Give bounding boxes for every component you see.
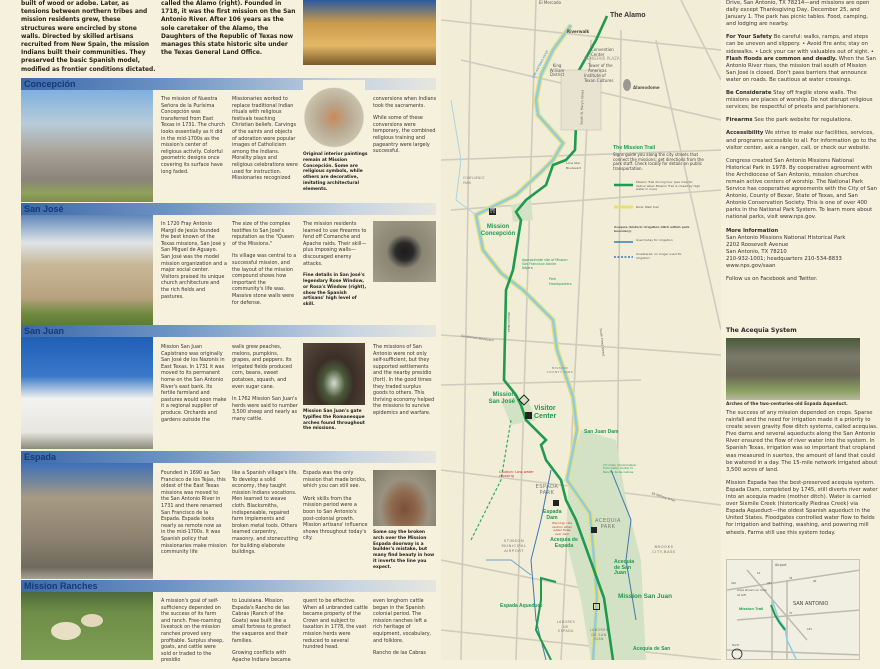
acequia-unwatered [471, 420, 511, 540]
label-confluence: CONFLUENCE PARK [463, 176, 485, 185]
label-san-antonio: SAN ANTONIO [793, 601, 829, 607]
concepcion-photo [21, 90, 153, 202]
paragraph: Its village was central to a successful mission, and the layout of the mission compound shows how important the community's life was. Massive stone walls were for defense. [232, 253, 297, 306]
paragraph: Mission Espada has the best-preserved acequia system. Espada Dam, completed by 1745, still diverts river water into an acequia madre (mother ditch). Water is carried over Sixmile Creek (historically Piedras Creek) via Espada Aqueduct—the oldest Spanish aqueduct in the United States. Floodgates controlled water flow to fields for irrigation and bathing, washing, and powering mill wheels. Farms still use this system today. [726, 479, 878, 536]
road [461, 0, 471, 660]
visitor-center-icon [525, 412, 532, 419]
hours-text: Drive, San Antonio, TX 78214—and missions are open daily except Thanksgiving Day, December 25, and January 1. The park has picnic tables. Food, camping, and lodging are nearby. [726, 0, 870, 28]
phone-line: 210-932-1001; headquarters 210-534-8833 [726, 255, 842, 262]
paragraph: While some of these conversions were temporary, the combined religious training and pageantry were largely successful. [373, 115, 436, 155]
sheep-shape [81, 614, 103, 627]
route-shield: 35 [789, 577, 793, 580]
label-text: Acequia de Espada [550, 537, 578, 549]
label-king-william: King William District [549, 63, 565, 78]
paragraph: conversions when Indians took the sacraments. [373, 96, 437, 109]
address-line: 2202 Roosevelt Avenue [726, 241, 789, 248]
section-header-san-juan [21, 325, 436, 337]
label-north: North [732, 644, 740, 647]
trail-description: Signs guide you along the city streets that connect the missions; get directions from the park staff. Check locally for details on public transportation. [613, 152, 704, 171]
interior-painting-photo [303, 80, 365, 148]
creek [451, 100, 476, 215]
label-the-alamo[interactable]: The Alamo [610, 12, 646, 19]
san-jose-text-2 [232, 221, 298, 312]
label-airport: Airport [775, 563, 787, 567]
acequia-de-espada [531, 470, 551, 660]
concepcion-text-2: Missionaries worked to replace traditional Indian rituals with religious festivals teaching Christian beliefs. Carvings of the saints and objects of adoration were popular images of Catholicism among the Indians. Morality plays and religious celebrations were used for instruction. Missionaries recognized [232, 96, 298, 182]
route-shield: 181 [807, 628, 812, 631]
road [681, 0, 721, 80]
paragraph: The mission residents learned to use firearms to fend off Comanche and Apache raids. Their skill—plus imposing walls—discouraged enemy attacks. [303, 221, 367, 267]
label-warning: Warning: Use caution when water flows over dam [551, 521, 573, 536]
safety-heading: For Your Safety [726, 34, 772, 41]
label-text: Acequia de San Juan [614, 559, 635, 577]
san-juan-photo [21, 337, 153, 449]
label-text: Visitor Center [534, 405, 557, 420]
ranches-text-2 [232, 598, 298, 669]
label-el-mercado: El Mercado [539, 0, 562, 5]
safety-text-2: When the San Antonio River rises, the mission trail south of Mission San José is closed. Don't pass barriers that announce water on roads. Be cautious at water crossings. [726, 55, 876, 83]
legend-used-label: Used today for irrigation [636, 238, 673, 242]
label-tower: Tower of the Americas [588, 63, 613, 73]
espada-caption: Some say the broken arch over the Mission Espada doorway is a builder's mistake, but many find beauty in how it inverts the line you expect. [373, 530, 435, 570]
label-espada-aqueduct[interactable]: Espada Aqueduct [500, 603, 543, 609]
alamo-photo [303, 0, 436, 65]
route-shield: 37 [789, 612, 793, 615]
label-text: Mission San José [488, 392, 515, 405]
label-acequia-park: ACEQUIA PARK [595, 518, 621, 530]
considerate-text: Stay off fragile stone walls. The missions are places of worship. Do not disrupt religious services; be respectful of priests and parishioners. [726, 90, 873, 111]
visitor-info [726, 0, 878, 289]
concepcion-caption: Original interior paintings remain at Mission Concepción. Some are religious symbols, while others are decorative, imitating architectural elements. [303, 152, 368, 192]
picnic-icon [553, 500, 559, 506]
label-mission-road: Mission Road [507, 312, 512, 333]
paragraph: walls grew peaches, melons, pumpkins, grapes, and peppers. Its irrigated fields produced corn, beans, sweet potatoes, squash, and even sugar cane. [232, 344, 293, 390]
paragraph: Rancho de las Cabras [373, 650, 426, 657]
label-labores-san-juan: LABORES DE SAN JUAN [589, 628, 609, 641]
section-header-espada [21, 451, 436, 463]
paragraph: even longhorn cattle began in the Spanish colonial period. The mission ranches left a rich heritage of equipment, vocabulary, and folklore. [373, 598, 432, 644]
alamodome-shape [623, 79, 631, 91]
route-shield: 10 [757, 572, 761, 575]
mission-trail-map[interactable] [441, 0, 721, 660]
accessibility-paragraph [726, 130, 878, 151]
concepcion-text-1: The mission of Nuestra Señora de la Purísima Concepción was transferred from East Texas in 1731. The church looks essentially as it did in the mid-1700s as the mission's center of religious activity. Colorful geometric designs once covering its surface have long faded. [161, 96, 225, 175]
label-espada-park: ESPADA PARK [535, 484, 559, 496]
section-title: Mission Ranches [24, 581, 98, 591]
section-title: San José [24, 204, 64, 214]
picnic-icon: ⛩ [489, 208, 496, 214]
social-text: Follow us on Facebook and Twitter. [726, 276, 818, 283]
accessibility-text: We strive to make our facilities, services, and programs accessible to all. For information go to the visitor center, ask a ranger, call, or check our website. [726, 130, 877, 151]
acequia-heading: The Acequia System [726, 327, 797, 334]
label-st-marys: South St. Mary's Street [579, 89, 585, 125]
label-acequia-de-san-juan [614, 560, 638, 577]
san-jose-text-3 [303, 221, 369, 314]
label-institute: Institute of Texan Cultures [584, 73, 614, 83]
label-mission-san-juan[interactable]: Mission San Juan [618, 593, 672, 600]
label-hemisfair: HEMISFAIR PLAZA [584, 56, 620, 61]
ranches-text-4 [373, 598, 437, 663]
label-text: Mission Concepción [480, 224, 516, 237]
safety-text: Be careful: walks, ramps, and steps can be uneven and slippery. • Avoid fire ants; stay on sidewalks. • Lock your car with valuables out of sight. • [726, 34, 874, 55]
label-visitor-center[interactable] [534, 405, 562, 420]
label-area-shown: Area shown on map at left [737, 588, 767, 597]
considerate-heading: Be Considerate [726, 90, 772, 97]
road [441, 630, 721, 660]
congress-text: Congress created San Antonio Missions National Historical Park in 1978. By cooperative agreement with the Archdiocese of San Antonio, mission churches remain active centers of worship. The National Park Service has cooperative agreements with the City of San Antonio, County of Bexar, State of Texas, and San Antonio Conservation Society. This is one of over 400 parks in the National Park System. To learn more about national parks, visit www.nps.gov. [726, 157, 877, 221]
paragraph: to Louisiana. Mission Espada's Rancho de las Cabras (Ranch of the Goats) was built like a small fortress to protect the vaqueros and their families. [232, 598, 291, 644]
legend-acequia-label: Acequia (historic irrigation ditch within park boundary) [614, 225, 690, 233]
route-shield: 281 [767, 582, 772, 585]
san-jose-photo [21, 215, 153, 325]
more-info-heading: More Information [726, 227, 779, 234]
mission-san-juan-icon [593, 603, 600, 610]
label-south-presa: South Presa Street [598, 328, 606, 357]
espada-text-1: Founded in 1690 as San Francisco de los Tejas, this oldest of the East Texas missions was moved to the San Antonio River in 1731 and there renamed San Francisco de la Espada. Espada looks nearly as remote now as in the mid-1700s. It was Spanish policy that missionaries make mission community life [161, 470, 227, 556]
safety-paragraph [726, 34, 878, 84]
label-convention-center: Convention Center [591, 47, 614, 57]
mission-trail-espada-loop [536, 578, 556, 660]
san-jose-caption: Fine details in San José's legendary Rose Window, or Rosa's Window (right), show the Spanish artisans' high level of skill. [303, 273, 367, 308]
website-link[interactable]: www.nps.gov/saan [726, 263, 776, 269]
legend [614, 185, 633, 257]
paragraph: In 1762 Mission San Juan's herds were said to number 3,500 sheep and nearly as many cattle. [232, 396, 298, 422]
san-juan-text-2 [232, 344, 298, 429]
intro-text-col1: built of wood or adobe. Later, as tensions between northern tribes and mission residents grew, these structures were encircled by stone walls. Directed by skilled artisans recruited from New Spain, the mission Indians built their communities. They preserved the basic Spanish model, modified as frontier conditions dictated. [21, 1, 156, 73]
label-riverwalk: Riverwalk [567, 29, 590, 34]
section-header-san-jose [21, 203, 436, 215]
label-acequia-de-san-bottom: Acequia de San [633, 646, 671, 652]
paragraph: The size of the complex testifies to San José's reputation as the "Queen of the Missions." [232, 221, 294, 247]
more-info [726, 228, 878, 271]
san-jose-text-1: In 1720 Fray Antonio Margil de Jesús founded the best known of the Texas missions, San José y San Miguel de Aguayo. San José was the model mission organization and a major social center. Visitors praised its unique church architecture and the rich fields and pastures. [161, 221, 227, 300]
label-southcross: Southcross Boulevard [460, 333, 494, 343]
trail-title: The Mission Trail [613, 145, 656, 151]
legend-unwatered-label: Unwatered, no longer used for irrigation [636, 252, 682, 260]
label-mission-concepcion[interactable] [477, 224, 519, 237]
espada-text-2: like a Spanish village's life. To develop a solid economy, they taught mission Indians vocations. Men learned to weave cloth. Blacksmiths, indispensable, repaired farm implements and broken metal tools. Others learned carpentry, masonry, and stonecutting for building elaborate buildings. [232, 470, 298, 556]
label-brooks: BROOKS CITY-BASE [652, 544, 676, 555]
paragraph: The success of any mission depended on crops. Sparse rainfall and the need for irrigation made it a priority to create seven gravity flow ditch systems, called acequias. Five dams and several aqueducts along the San Antonio River ensured the flow of river water into the system. In Spanish Texas, irrigation was so important that cropland was measured in suertes, the amount of land that could be watered in a day. The 15-mile network irrigated about 3,500 acres of land. [726, 410, 878, 473]
ranches-text-3: quent to be effective. When all unbranded cattle became property of the Crown and subject to taxation in 1778, the vast mission herds were reduced to several hundred head. [303, 598, 368, 651]
label-san-juan-dam: San Juan Dam [584, 429, 619, 435]
address-line: San Antonio Missions National Historical Park [726, 234, 846, 241]
section-header-concepcion [21, 78, 436, 90]
acequia-text [726, 410, 878, 543]
espada-text-3 [303, 470, 369, 548]
concepcion-text-4 [373, 96, 437, 161]
paragraph: Work skills from the mission period were a boon to San Antonio's post-colonial growth. Mission artisans' influence shows throughout today's city. [303, 495, 368, 542]
legend-trail-label: Mission Trail driving tour (see map for detour when Mission Trail is closed by high water in river) [636, 180, 701, 192]
label-caution: Caution: Low-water crossing [499, 470, 534, 479]
aqueduct-caption: Arches of the two-centuries-old Espada Aqueduct. [726, 402, 848, 407]
label-mission-trail: Mission Trail [739, 606, 764, 611]
label-miles-note: 2½ miles (4 kilometers) from Visitor Center to Rancho de las Cabras [603, 463, 637, 474]
locator-map [726, 559, 860, 660]
section-header-mission-ranches [21, 580, 436, 592]
section-title: Espada [24, 452, 57, 462]
firearms-text: See the park website for regulations. [754, 117, 853, 124]
label-military: SE Military Drive [651, 491, 676, 503]
rose-window-photo [373, 221, 436, 282]
route-shield: 410 [731, 582, 736, 585]
label-park-hq: Park Headquarters [549, 277, 572, 286]
road [441, 380, 641, 385]
label-najera: Approximate site of Mission San Francisco Xavier Nájera [522, 258, 568, 270]
paragraph: Growing conflicts with Apache Indians became [232, 650, 291, 663]
label-text: Espada Dam [543, 509, 562, 521]
label-acequia-de-espada [548, 538, 580, 549]
label-river: SAN ANTONIO RIVER [531, 49, 550, 79]
section-title: Concepción [24, 79, 76, 89]
san-juan-text-1: Mission San Juan Capistrano was originally San José de los Nazonis in East Texas. In 1731 it was moved to its permanent home on the San Antonio River's east bank. Its fertile farmland and pastures would soon make it a regional supplier of produce. Orchards and gardens outside the [161, 344, 227, 423]
address-line: San Antonio, TX 78210 [726, 248, 787, 255]
route-shield: 90 [813, 580, 817, 583]
flood-warning: Flash floods are common and deadly. [726, 55, 837, 62]
sheep-shape [51, 622, 81, 640]
label-alamodome: Alamodome [633, 85, 660, 90]
san-juan-gate-photo [303, 343, 365, 405]
picnic-icon [591, 527, 597, 533]
espada-photo [21, 463, 153, 579]
label-espada-dam [543, 510, 561, 521]
firearms-heading: Firearms [726, 117, 753, 124]
label-lone-star: Lone Star Boulevard [566, 161, 582, 170]
firearms-paragraph [726, 117, 878, 124]
paragraph: Espada was the only mission that made bricks, which you can still see. [303, 470, 367, 490]
section-title: San Juan [24, 326, 65, 336]
road [441, 20, 721, 50]
intro-text-col2: called the Alamo (right). Founded in 1718, it was the first mission on the San Antonio River. After 106 years as the sole caretaker of the Alamo, the Daughters of the Republic of Texas now manages this state historic site under the Texas General Land Office. [161, 1, 296, 57]
considerate-paragraph [726, 90, 878, 111]
espada-aqueduct-photo [726, 338, 860, 400]
espada-doorway-photo [373, 470, 436, 526]
legend-riverwalk-label: River Walk trail [636, 205, 659, 209]
san-juan-caption: Mission San Juan's gate typifies the Romanesque arches found throughout the missions. [303, 409, 365, 432]
label-mission-county-park: MISSION COUNTY PARK [546, 366, 574, 374]
label-stinson-airport: STINSON MUNICIPAL AIRPORT [501, 538, 527, 554]
ranch-sheep-photo [21, 592, 153, 660]
ranches-text-1: A mission's goal of self-sufficiency depended on the success of its farm and ranch. Free-roaming livestock on the mission ranches proved very profitable. Surplus sheep, goats, and cattle were sold or traded to the presidio [161, 598, 224, 664]
label-mission-san-jose[interactable] [481, 392, 515, 405]
road [516, 0, 536, 660]
san-juan-text-4: The missions of San Antonio were not only self-sufficient, but they supported settlements and the nearby presidio (fort). In the good times they traded surplus goods to others. This thriving economy helped the missions to survive epidemics and warfare. [373, 344, 435, 416]
label-labores-espada: LABORES DE ESPADA [556, 620, 576, 633]
accessibility-heading: Accessibility [726, 130, 764, 137]
